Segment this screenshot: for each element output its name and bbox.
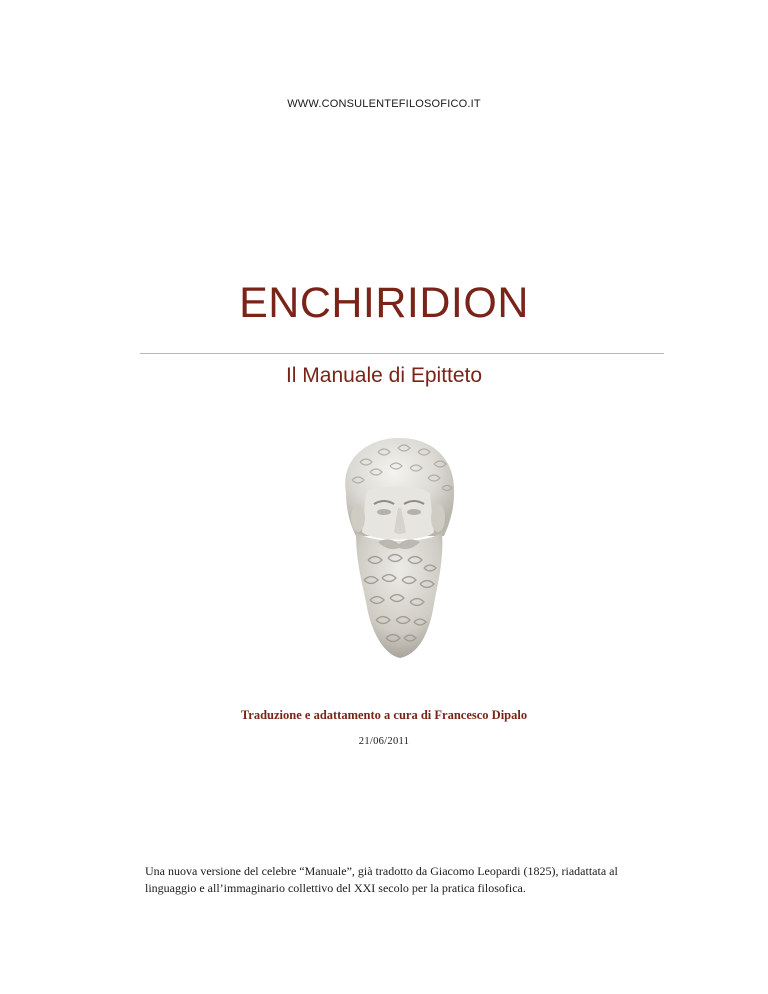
document-title: ENCHIRIDION [239,279,529,327]
description-line: linguaggio e all’immaginario collettivo del XXI secolo per la pratica filosofica. [145,881,526,895]
publication-date: 21/06/2011 [358,736,410,747]
description-paragraph [145,863,685,897]
site-url: WWW.CONSULENTEFILOSOFICO.IT [287,98,481,110]
translator-credit: Traduzione e adattamento a cura di Francesco Dipalo [240,708,528,722]
description-line: Una nuova versione del celebre “Manuale”, già tradotto da Giacomo Leopardi (1825), riadattata al [145,864,618,878]
title-divider [140,353,664,354]
document-subtitle: Il Manuale di Epitteto [285,364,483,387]
bust-of-epictetus-image [326,432,468,670]
